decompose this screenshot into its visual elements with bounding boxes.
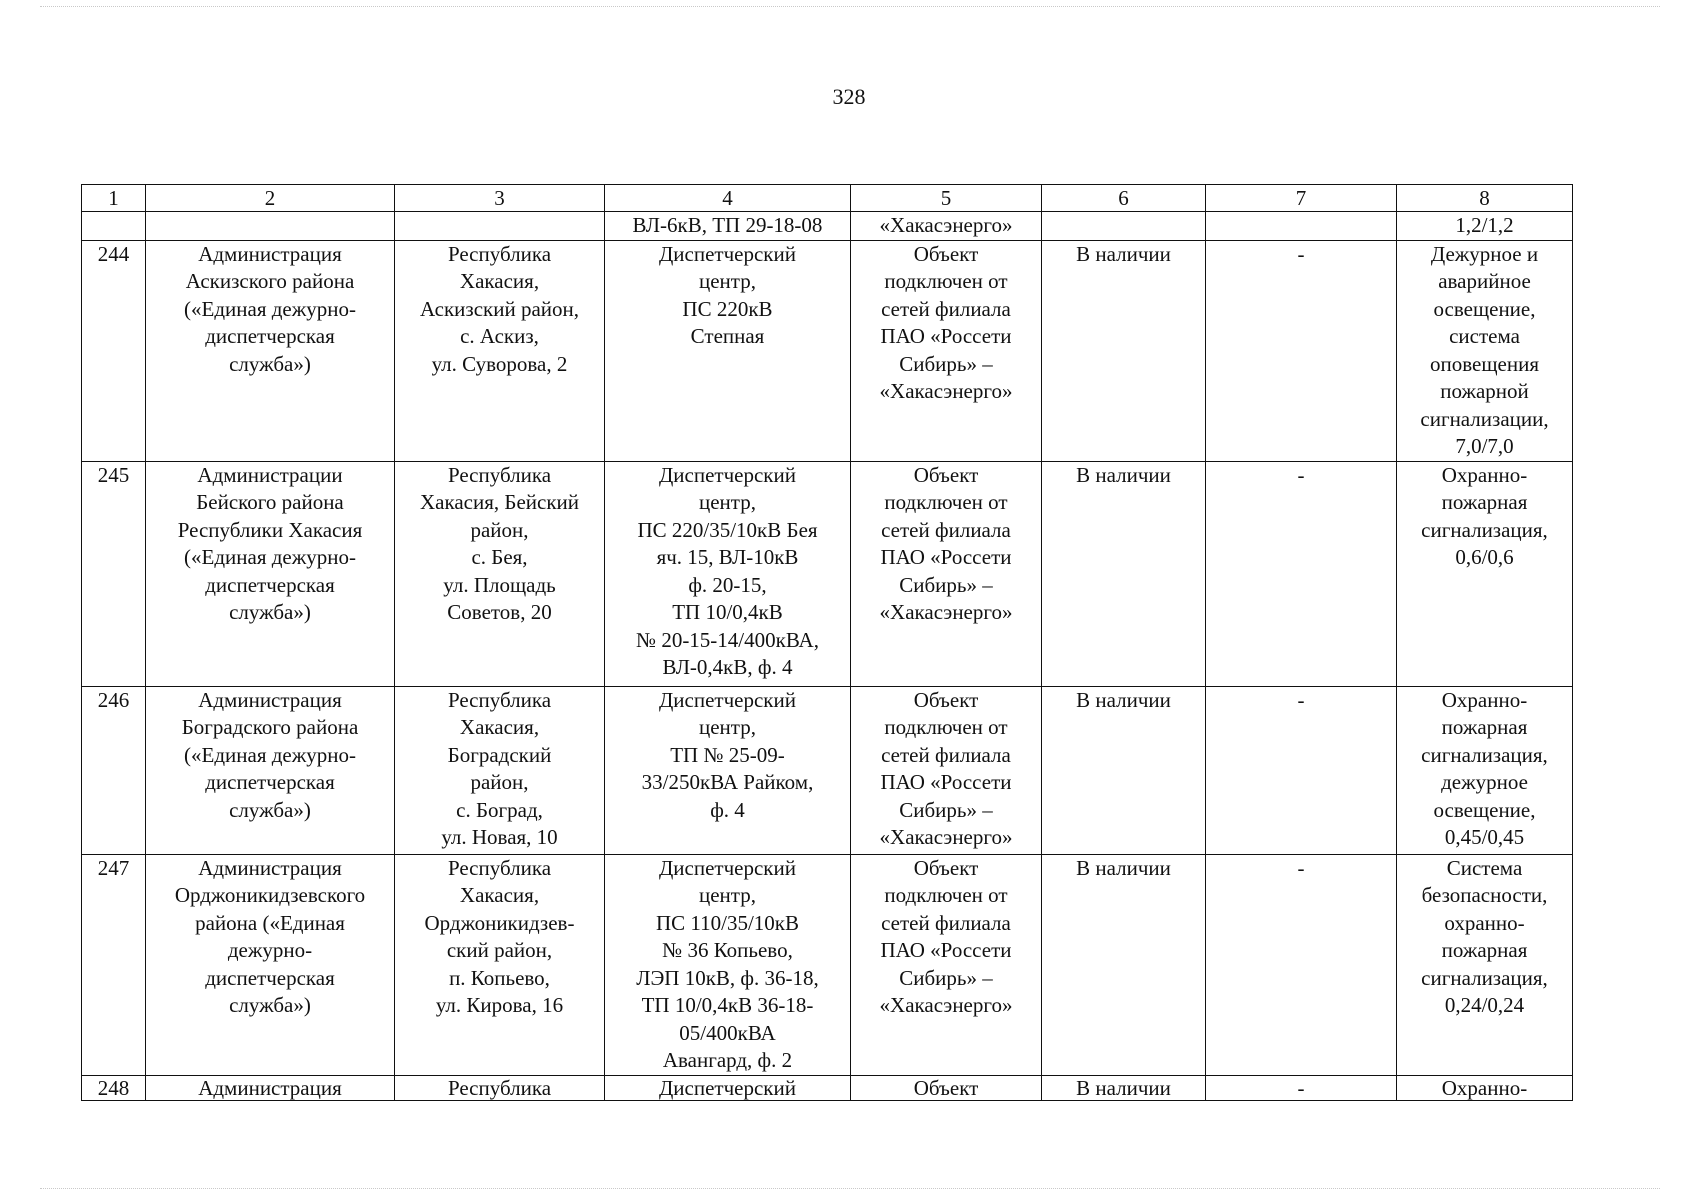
text-line: подключен от bbox=[884, 883, 1008, 907]
text-line: сигнализация, bbox=[1421, 742, 1548, 767]
text-line: Республика bbox=[447, 1075, 552, 1100]
column-number-row bbox=[82, 185, 1573, 212]
text-line: аварийное bbox=[1438, 269, 1531, 293]
connection-cell bbox=[851, 854, 1042, 1075]
table-row bbox=[82, 240, 1573, 461]
table-row bbox=[82, 1075, 1573, 1100]
text-line: «Хакасэнерго» bbox=[879, 600, 1013, 624]
text-line: подключен от bbox=[884, 490, 1008, 514]
text-line: Авангард, ф. 2 bbox=[662, 1048, 793, 1072]
text-line: Хакасия, bbox=[459, 269, 540, 293]
text-line: с. Аскиз, bbox=[460, 324, 539, 348]
text-line: Система bbox=[1446, 855, 1523, 880]
text-line: центр, bbox=[699, 490, 756, 514]
text-line: ул. Площадь bbox=[443, 572, 556, 597]
table-cell: - bbox=[1206, 240, 1397, 461]
text-line: безопасности, bbox=[1421, 883, 1548, 907]
table-cell: - bbox=[1206, 1075, 1397, 1100]
table-cell: - bbox=[1206, 461, 1397, 686]
text-line: 7,0/7,0 bbox=[1455, 434, 1514, 458]
text-line: с. Боград, bbox=[456, 797, 543, 822]
row-number: 245 bbox=[82, 461, 146, 686]
text-line: освещение, bbox=[1433, 797, 1536, 822]
table-cell bbox=[82, 212, 146, 241]
text-line: Аскизского района bbox=[185, 269, 355, 293]
column-header: 1 bbox=[82, 185, 146, 212]
text-line: диспетчерская bbox=[205, 572, 335, 597]
text-line: Объект bbox=[913, 687, 979, 712]
continuation-row bbox=[82, 212, 1573, 241]
text-line: район, bbox=[470, 517, 529, 542]
text-line: служба») bbox=[229, 600, 311, 624]
text-line: Республика bbox=[447, 241, 552, 266]
text-line: Степная bbox=[690, 324, 765, 348]
text-line: Хакасия, bbox=[459, 883, 540, 907]
text-line: Диспетчерский bbox=[658, 1075, 796, 1100]
text-line: сетей филиала bbox=[881, 517, 1011, 542]
text-line: сигнализация, bbox=[1421, 965, 1548, 990]
text-line: Хакасия, Бейский bbox=[419, 490, 580, 514]
text-line: № 36 Копьево, bbox=[662, 938, 793, 962]
text-line: диспетчерская bbox=[205, 965, 335, 990]
text-line: пожарной bbox=[1440, 379, 1529, 403]
text-line: «Хакасэнерго» bbox=[879, 825, 1013, 849]
connection-cell bbox=[851, 1075, 1042, 1100]
text-line: ТП 10/0,4кВ bbox=[672, 600, 783, 624]
text-line: диспетчерская bbox=[205, 324, 335, 348]
organization-cell bbox=[146, 854, 395, 1075]
table-row bbox=[82, 686, 1573, 854]
text-line: Сибирь» – bbox=[899, 351, 993, 376]
availability-cell: В наличии bbox=[1042, 854, 1206, 1075]
text-line: ф. 4 bbox=[710, 797, 745, 822]
text-line: служба») bbox=[229, 993, 311, 1017]
table-row bbox=[82, 854, 1573, 1075]
text-line: ПС 220/35/10кВ Бея bbox=[637, 517, 818, 542]
column-header: 6 bbox=[1042, 185, 1206, 212]
text-line: ф. 20-15, bbox=[688, 572, 767, 597]
text-line: Сибирь» – bbox=[899, 797, 993, 822]
text-line: Диспетчерский bbox=[658, 687, 796, 712]
text-line: сигнализации, bbox=[1420, 406, 1549, 431]
text-line: Охранно- bbox=[1441, 462, 1528, 487]
text-line: «Хакасэнерго» bbox=[879, 379, 1013, 403]
text-line: Республика bbox=[447, 462, 552, 487]
column-header: 3 bbox=[395, 185, 605, 212]
page-number: 328 bbox=[832, 84, 866, 109]
text-line: «Хакасэнерго» bbox=[879, 993, 1013, 1017]
text-line: Охранно- bbox=[1441, 1075, 1528, 1100]
text-line: оповещения bbox=[1430, 351, 1539, 376]
organization-cell bbox=[146, 240, 395, 461]
availability-cell: В наличии bbox=[1042, 686, 1206, 854]
row-number: 244 bbox=[82, 240, 146, 461]
text-line: район, bbox=[470, 770, 529, 794]
text-line: Объект bbox=[913, 462, 979, 487]
text-line: сетей филиала bbox=[881, 742, 1011, 767]
text-line: дежурное bbox=[1441, 770, 1528, 794]
scan-edge-bottom bbox=[40, 1188, 1660, 1190]
text-line: ул. Кирова, 16 bbox=[435, 993, 564, 1017]
column-header: 2 bbox=[146, 185, 395, 212]
text-line: Орджоникидзев- bbox=[424, 910, 575, 935]
text-line: Объект bbox=[913, 855, 979, 880]
text-line: Хакасия, bbox=[459, 715, 540, 739]
text-line: центр, bbox=[699, 883, 756, 907]
text-line: ул. Суворова, 2 bbox=[431, 351, 568, 376]
power-source-cell bbox=[605, 1075, 851, 1100]
column-header: 7 bbox=[1206, 185, 1397, 212]
text-line: Охранно- bbox=[1441, 687, 1528, 712]
row-number: 247 bbox=[82, 854, 146, 1075]
facilities-table bbox=[81, 184, 1573, 1101]
text-line: Боградского района bbox=[181, 715, 359, 739]
text-line: Диспетчерский bbox=[658, 241, 796, 266]
text-line: пожарная bbox=[1441, 938, 1528, 962]
organization-cell bbox=[146, 686, 395, 854]
text-line: с. Бея, bbox=[471, 545, 528, 569]
text-line: Боградский bbox=[447, 742, 552, 767]
text-line: района («Единая bbox=[195, 910, 345, 935]
text-line: ул. Новая, 10 bbox=[441, 825, 558, 849]
text-line: подключен от bbox=[884, 715, 1008, 739]
text-line: пожарная bbox=[1441, 715, 1528, 739]
text-line: ТП 10/0,4кВ 36-18- bbox=[641, 993, 814, 1017]
power-source-cell bbox=[605, 686, 851, 854]
text-line: («Единая дежурно- bbox=[184, 742, 356, 767]
text-line: п. Копьево, bbox=[449, 965, 550, 990]
text-line: сетей филиала bbox=[881, 910, 1011, 935]
text-line: («Единая дежурно- bbox=[184, 545, 356, 569]
organization-cell bbox=[146, 461, 395, 686]
text-line: ский район, bbox=[446, 938, 553, 962]
text-line: охранно- bbox=[1444, 910, 1525, 935]
text-line: пожарная bbox=[1441, 490, 1528, 514]
text-line: Сибирь» – bbox=[899, 965, 993, 990]
text-line: Администрация bbox=[198, 1075, 342, 1100]
text-line: Дежурное и bbox=[1430, 241, 1539, 266]
column-header: 8 bbox=[1397, 185, 1573, 212]
row-number: 248 bbox=[82, 1075, 146, 1100]
text-line: Администрация bbox=[198, 241, 342, 266]
power-source-cell bbox=[605, 854, 851, 1075]
text-line: Бейского района bbox=[196, 490, 344, 514]
address-cell bbox=[395, 686, 605, 854]
availability-cell: В наличии bbox=[1042, 461, 1206, 686]
text-line: освещение, bbox=[1433, 296, 1536, 321]
text-line: 0,24/0,24 bbox=[1444, 993, 1525, 1017]
text-line: диспетчерская bbox=[205, 770, 335, 794]
text-line: 33/250кВА Райком, bbox=[641, 770, 814, 794]
address-cell bbox=[395, 461, 605, 686]
text-line: система bbox=[1449, 324, 1520, 348]
table-cell: - bbox=[1206, 854, 1397, 1075]
text-line: сетей филиала bbox=[881, 296, 1011, 321]
text-line: Администрации bbox=[197, 462, 343, 487]
text-line: Республика bbox=[447, 855, 552, 880]
text-line: подключен от bbox=[884, 269, 1008, 293]
text-line: ПАО «Россети bbox=[880, 938, 1012, 962]
power-source-cell bbox=[605, 461, 851, 686]
text-line: («Единая дежурно- bbox=[184, 296, 356, 321]
address-cell bbox=[395, 240, 605, 461]
text-line: Республика bbox=[447, 687, 552, 712]
table-cell: 1,2/1,2 bbox=[1397, 212, 1573, 241]
load-cell bbox=[1397, 1075, 1573, 1100]
text-line: ПС 220кВ bbox=[682, 296, 773, 321]
text-line: служба») bbox=[229, 351, 311, 376]
text-line: Аскизский район, bbox=[420, 296, 579, 321]
table-cell bbox=[1206, 212, 1397, 241]
text-line: № 20-15-14/400кВА, bbox=[636, 627, 819, 652]
table-cell bbox=[395, 212, 605, 241]
address-cell bbox=[395, 854, 605, 1075]
scan-edge-top bbox=[40, 6, 1660, 8]
address-cell bbox=[395, 1075, 605, 1100]
text-line: ПАО «Россети bbox=[880, 324, 1012, 348]
load-cell bbox=[1397, 240, 1573, 461]
table-row bbox=[82, 461, 1573, 686]
text-line: ЛЭП 10кВ, ф. 36-18, bbox=[636, 965, 819, 990]
table-cell: «Хакасэнерго» bbox=[851, 212, 1042, 241]
availability-cell: В наличии bbox=[1042, 240, 1206, 461]
text-line: Орджоникидзевского bbox=[174, 883, 366, 907]
text-line: 0,45/0,45 bbox=[1444, 825, 1525, 849]
text-line: Сибирь» – bbox=[899, 572, 993, 597]
connection-cell bbox=[851, 461, 1042, 686]
text-line: ПАО «Россети bbox=[880, 770, 1012, 794]
column-header: 5 bbox=[851, 185, 1042, 212]
text-line: Республики Хакасия bbox=[177, 517, 363, 542]
text-line: ТП № 25-09- bbox=[670, 742, 785, 767]
text-line: ПС 110/35/10кВ bbox=[655, 910, 800, 935]
text-line: Диспетчерский bbox=[658, 462, 796, 487]
text-line: центр, bbox=[699, 269, 756, 293]
text-line: Администрация bbox=[198, 687, 342, 712]
text-line: центр, bbox=[699, 715, 756, 739]
row-number: 246 bbox=[82, 686, 146, 854]
table-cell: - bbox=[1206, 686, 1397, 854]
load-cell bbox=[1397, 461, 1573, 686]
power-source-cell bbox=[605, 240, 851, 461]
text-line: Объект bbox=[913, 241, 979, 266]
text-line: Объект bbox=[913, 1075, 979, 1100]
table-cell: ВЛ-6кВ, ТП 29-18-08 bbox=[605, 212, 851, 241]
connection-cell bbox=[851, 240, 1042, 461]
text-line: яч. 15, ВЛ-10кВ bbox=[656, 545, 799, 569]
text-line: Администрация bbox=[198, 855, 342, 880]
text-line: сигнализация, bbox=[1421, 517, 1548, 542]
text-line: Диспетчерский bbox=[658, 855, 796, 880]
text-line: Советов, 20 bbox=[447, 600, 552, 624]
connection-cell bbox=[851, 686, 1042, 854]
column-header: 4 bbox=[605, 185, 851, 212]
text-line: дежурно- bbox=[227, 938, 313, 962]
load-cell bbox=[1397, 854, 1573, 1075]
table-cell bbox=[1042, 212, 1206, 241]
text-line: 0,6/0,6 bbox=[1455, 545, 1514, 569]
load-cell bbox=[1397, 686, 1573, 854]
availability-cell: В наличии bbox=[1042, 1075, 1206, 1100]
text-line: 05/400кВА bbox=[679, 1020, 776, 1045]
text-line: ВЛ-0,4кВ, ф. 4 bbox=[662, 655, 793, 679]
table-cell bbox=[146, 212, 395, 241]
text-line: служба») bbox=[229, 797, 311, 822]
organization-cell bbox=[146, 1075, 395, 1100]
text-line: ПАО «Россети bbox=[880, 545, 1012, 569]
